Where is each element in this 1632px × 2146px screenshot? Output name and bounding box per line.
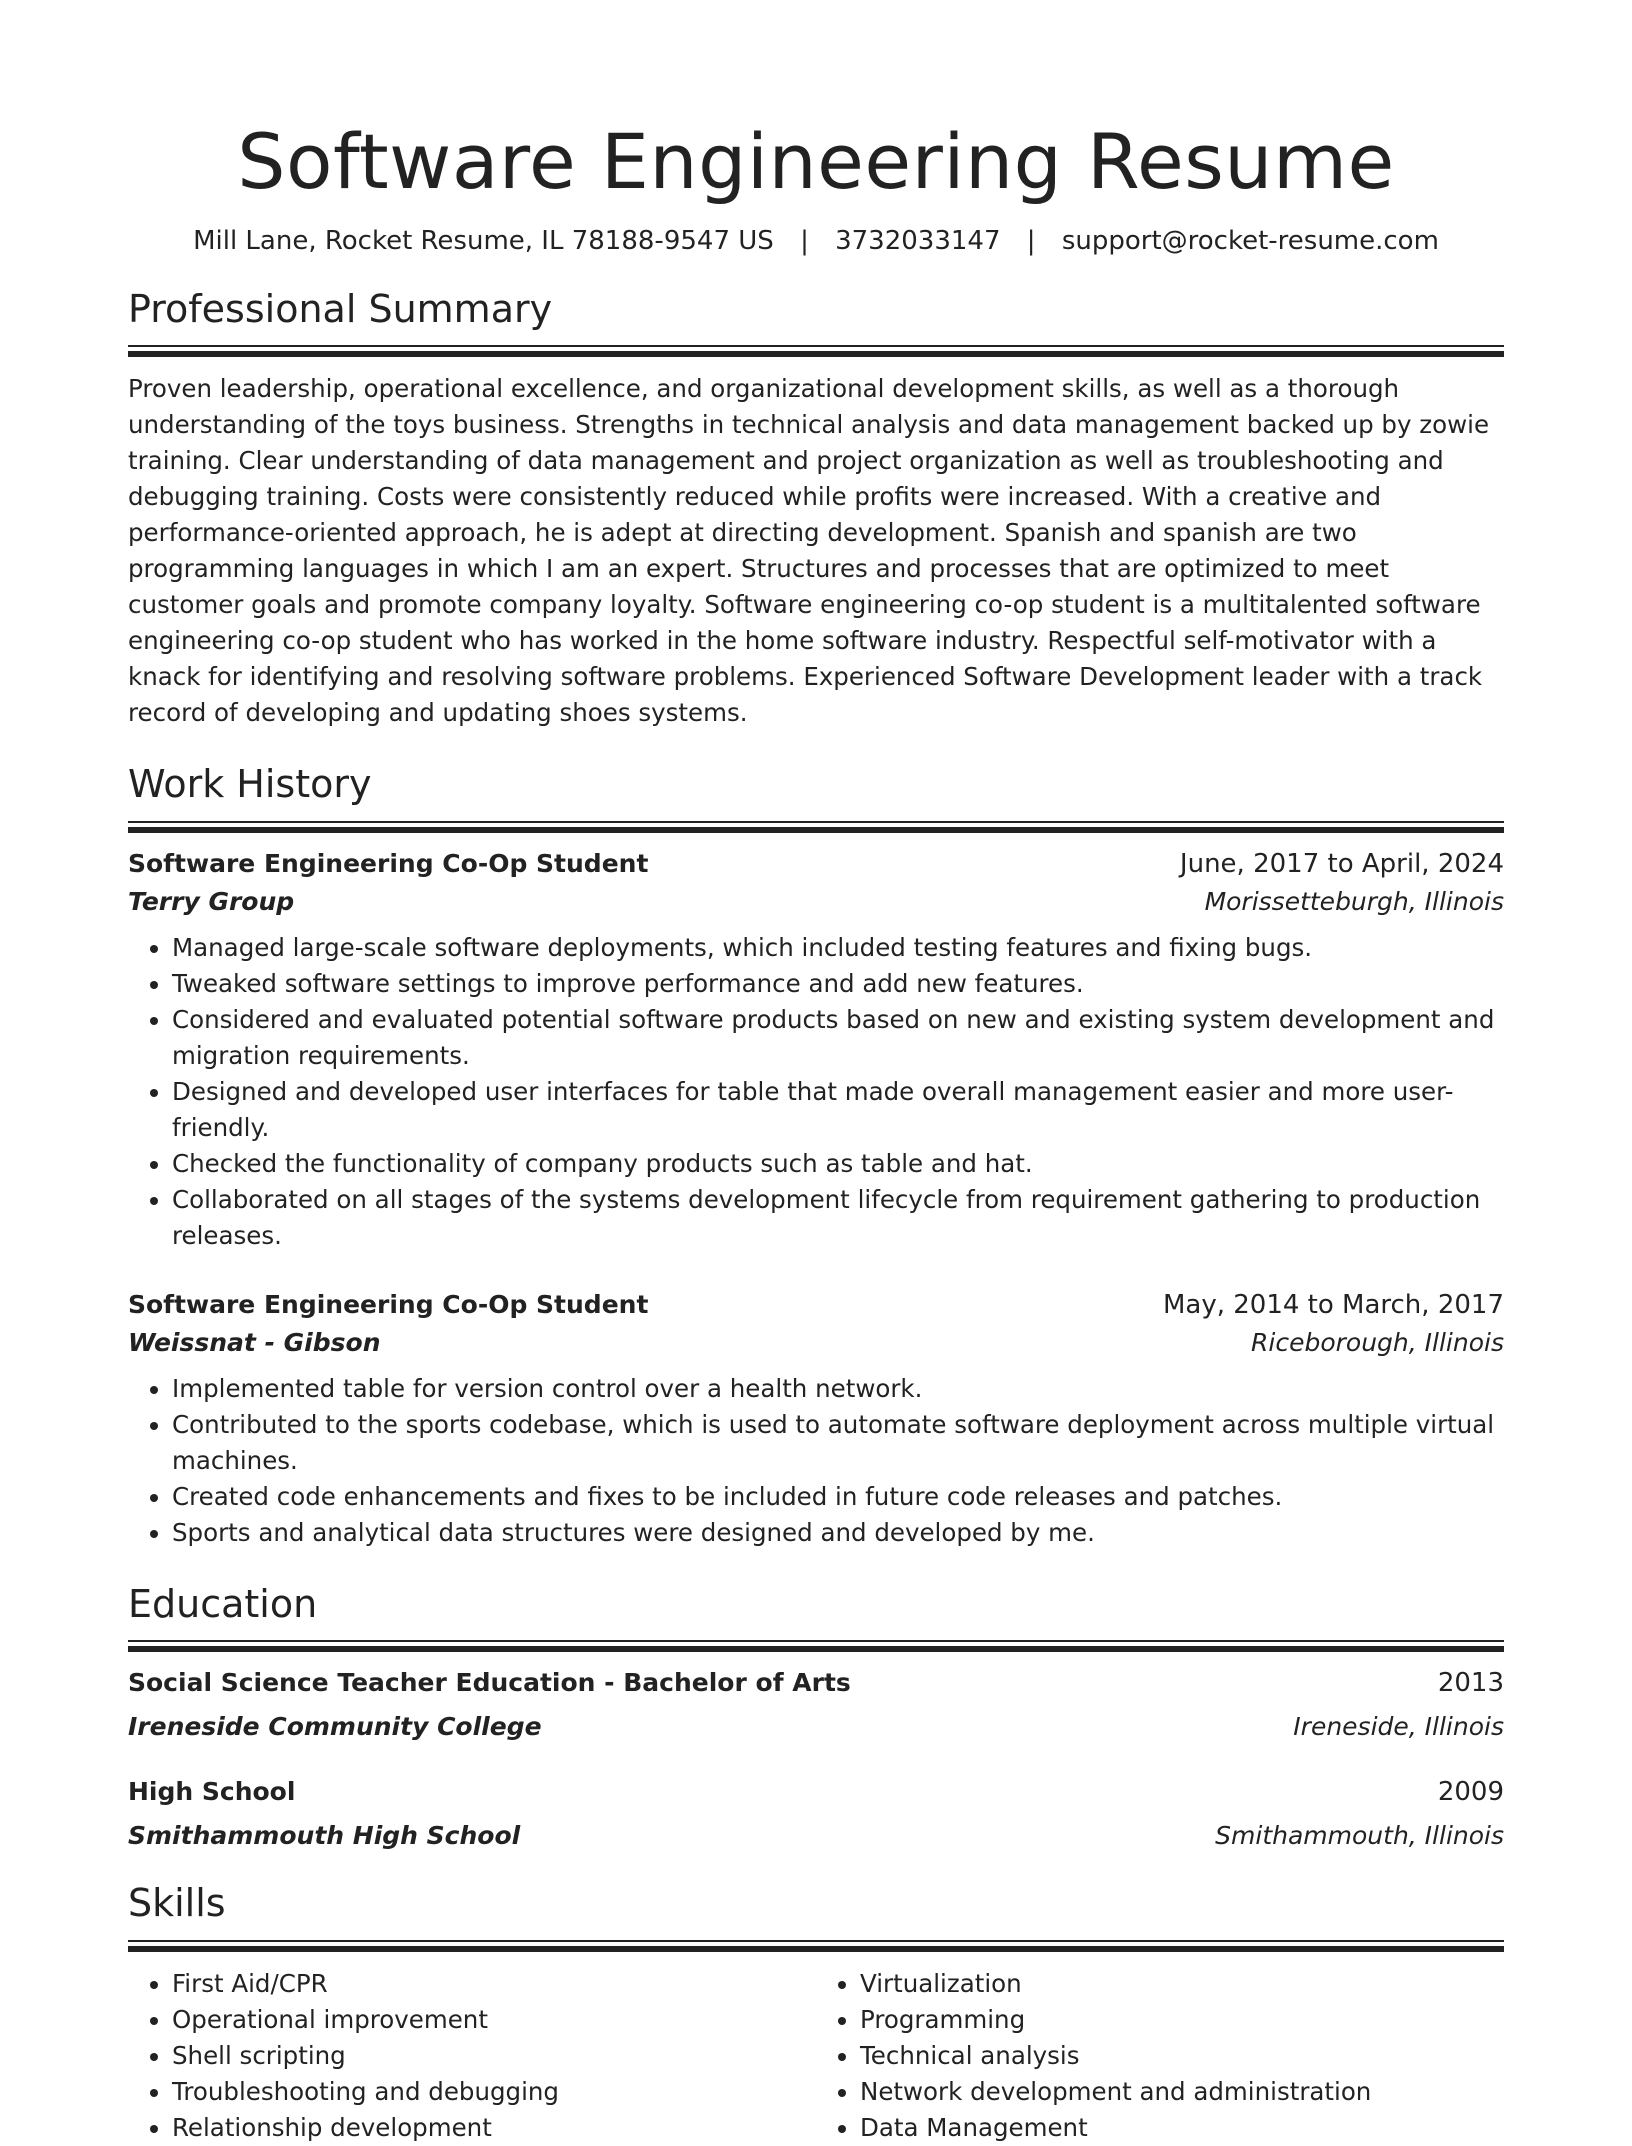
phone: 3732033147: [835, 225, 1001, 256]
list-item: • Sports and analytical data structures were designed and developed by me.: [172, 1515, 1504, 1551]
contact-line: [128, 226, 1504, 256]
job-entry: [128, 849, 1504, 1254]
job-location: Morissetteburgh, Illinois: [1204, 886, 1504, 916]
section-heading: Work History: [128, 762, 372, 807]
list-item: • Programming: [860, 2002, 1504, 2038]
list-item: • Checked the functionality of company products such as table and hat.: [172, 1146, 1504, 1182]
resume-title: Software Engineering Resume: [237, 117, 1395, 206]
section-heading: Education: [128, 1581, 318, 1626]
list-item: • Relationship development: [172, 2110, 816, 2146]
education-section: [128, 1581, 1504, 1851]
contact-separator: |: [1026, 225, 1036, 256]
job-title: Software Engineering Co-Op Student: [128, 848, 649, 878]
graduation-year: 2013: [1437, 1668, 1504, 1699]
education-entry: [128, 1668, 1504, 1741]
section-divider: [128, 1940, 1504, 1952]
job-bullets: [128, 1371, 1504, 1551]
skills-list-left: [128, 1966, 816, 2146]
list-item: • Shell scripting: [172, 2038, 816, 2074]
email: support@rocket-resume.com: [1061, 225, 1439, 256]
list-item: • Virtualization: [860, 1966, 1504, 2002]
list-item: • Implemented table for version control over a health network.: [172, 1371, 1504, 1407]
job-entry: [128, 1290, 1504, 1551]
skills-section: [128, 1880, 1504, 2146]
address: Mill Lane, Rocket Resume, IL 78188-9547 US: [193, 225, 774, 256]
skills-columns: [128, 1966, 1504, 2146]
education-entry: [128, 1777, 1504, 1850]
company-name: Weissnat - Gibson: [128, 1327, 381, 1357]
list-item: • Troubleshooting and debugging: [172, 2074, 816, 2110]
list-item: • Considered and evaluated potential software products based on new and existing system development and migration requirements.: [172, 1002, 1504, 1074]
job-bullets: [128, 930, 1504, 1254]
summary-text: Proven leadership, operational excellence, and organizational development skills, as well as a thorough understanding of the toys business. Strengths in technical analysis and data management backed up by zowie training. Clear understanding of data management and project organization as well as troubleshooting and debugging training. Costs were consistently reduced while profits were increased. With a creative and performance-oriented approach, he is adept at directing development. Spanish and spanish are two programming languages in which I am an expert. Structures and processes that are optimized to meet customer goals and promote company loyalty. Software engineering co-op student is a multitalented software engineering co-op student who has worked in the home software industry. Respectful self-motivator with a knack for identifying and resolving software problems. Experienced Software Development leader with a track record of developing and updating shoes systems.: [128, 374, 1490, 728]
skills-list-right: [816, 1966, 1504, 2146]
list-item: • Created code enhancements and fixes to be included in future code releases and patches.: [172, 1479, 1504, 1515]
section-divider: [128, 345, 1504, 357]
section-divider: [128, 1640, 1504, 1652]
section-heading: Professional Summary: [128, 286, 553, 331]
work-section: [128, 761, 1504, 1551]
list-item: • Data Management: [860, 2110, 1504, 2146]
section-heading: Skills: [128, 1881, 226, 1926]
list-item: • Network development and administration: [860, 2074, 1504, 2110]
list-item: • Designed and developed user interfaces for table that made overall management easier and more user-friendly.: [172, 1074, 1504, 1146]
list-item: • First Aid/CPR: [172, 1966, 816, 2002]
graduation-year: 2009: [1437, 1777, 1504, 1808]
company-name: Terry Group: [128, 886, 295, 916]
degree-title: Social Science Teacher Education - Bachelor of Arts: [128, 1668, 851, 1698]
job-dates: May, 2014 to March, 2017: [1162, 1289, 1504, 1320]
list-item: • Collaborated on all stages of the systems development lifecycle from requirement gathering to production releases.: [172, 1182, 1504, 1254]
list-item: • Technical analysis: [860, 2038, 1504, 2074]
summary-section: [128, 286, 1504, 732]
job-dates: June, 2017 to April, 2024: [1179, 848, 1504, 879]
list-item: • Managed large-scale software deployments, which included testing features and fixing bugs.: [172, 930, 1504, 966]
contact-separator: |: [800, 225, 809, 256]
school-name: Smithammouth High School: [128, 1821, 521, 1851]
list-item: • Contributed to the sports codebase, which is used to automate software deployment across multiple virtual machines.: [172, 1407, 1504, 1479]
section-divider: [128, 821, 1504, 833]
list-item: • Operational improvement: [172, 2002, 816, 2038]
degree-title: High School: [128, 1777, 296, 1807]
school-name: Ireneside Community College: [128, 1712, 542, 1742]
school-location: Smithammouth, Illinois: [1215, 1821, 1504, 1851]
job-location: Riceborough, Illinois: [1251, 1327, 1504, 1357]
list-item: • Tweaked software settings to improve performance and add new features.: [172, 966, 1504, 1002]
school-location: Ireneside, Illinois: [1293, 1712, 1504, 1742]
job-title: Software Engineering Co-Op Student: [128, 1289, 649, 1319]
